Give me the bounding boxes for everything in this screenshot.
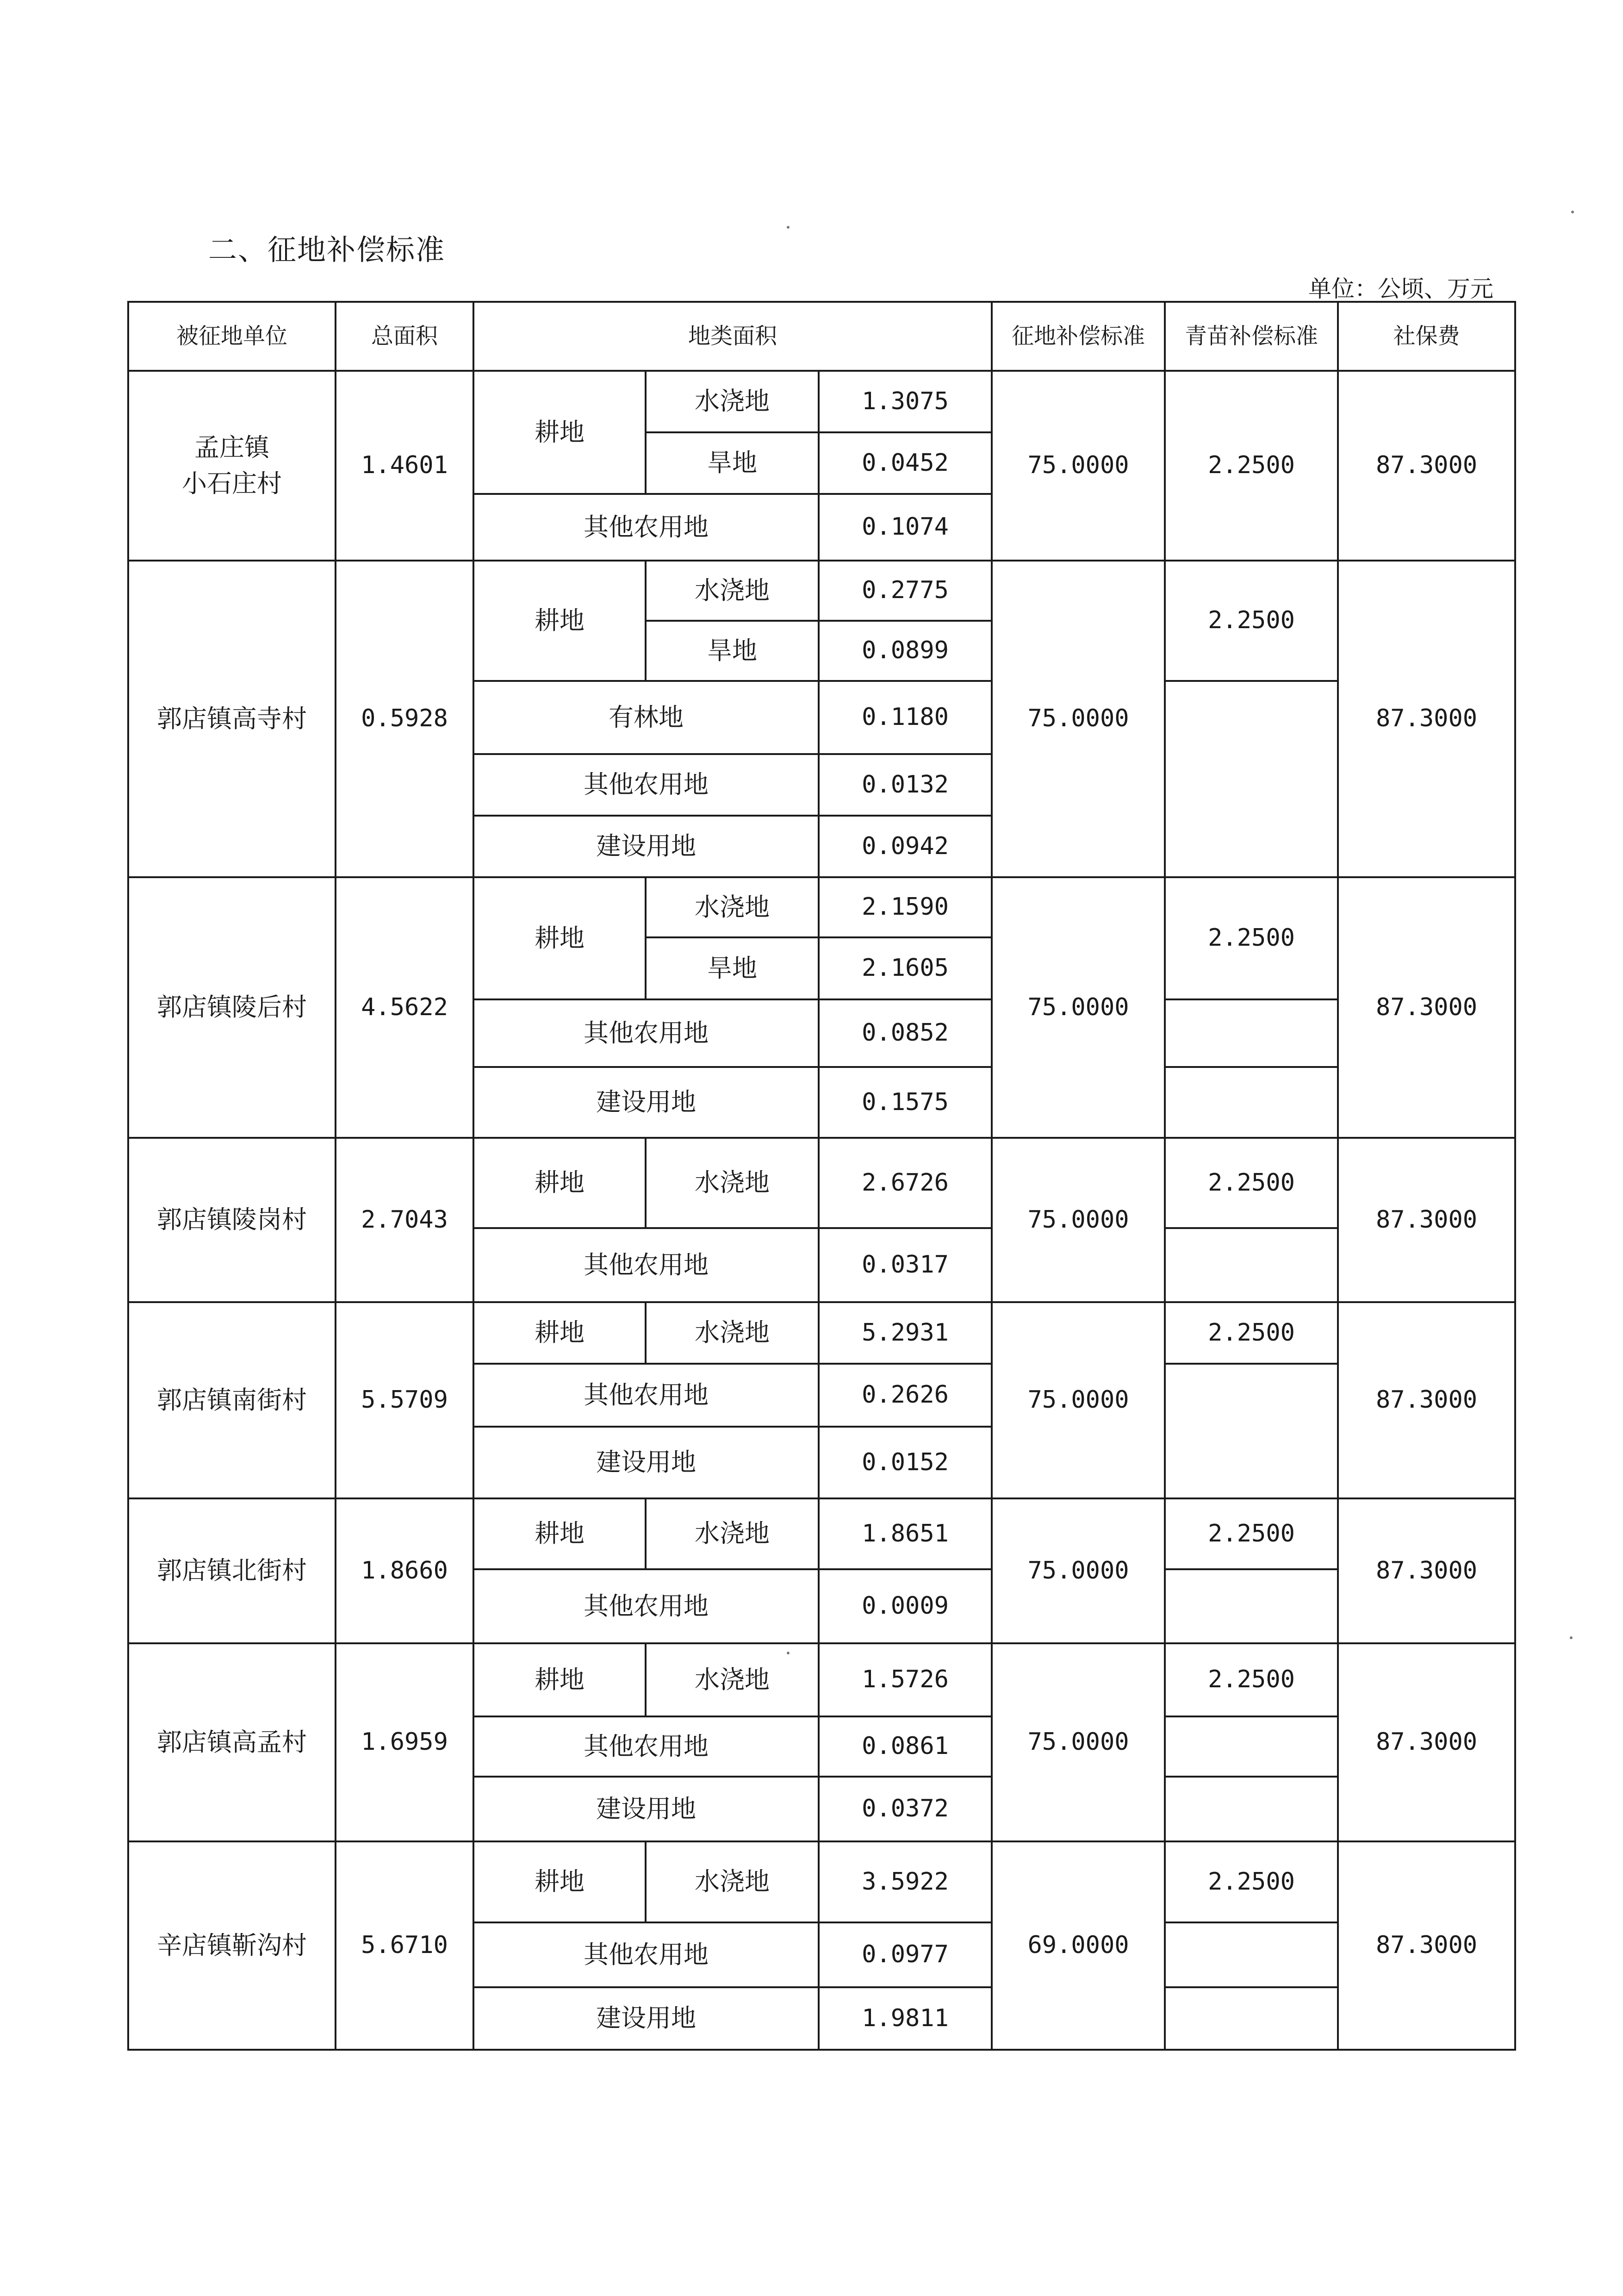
other-ag-area: 0.2626 — [819, 1364, 992, 1427]
forest-label: 有林地 — [473, 681, 819, 754]
irrigated-label: 水浇地 — [646, 1498, 819, 1569]
crop-comp-empty — [1165, 1922, 1338, 1987]
crop-comp-empty — [1165, 1364, 1338, 1498]
header-crop-comp: 青苗补偿标准 — [1165, 302, 1338, 371]
construction-area: 0.0942 — [819, 816, 992, 877]
irrigated-area: 0.2775 — [819, 561, 992, 621]
social-fee: 87.3000 — [1338, 1498, 1515, 1643]
table-row — [128, 1302, 1515, 1364]
crop-comp: 2.2500 — [1165, 1138, 1338, 1228]
crop-comp: 2.2500 — [1165, 1643, 1338, 1716]
other-ag-area: 0.0132 — [819, 754, 992, 816]
cultivated-label: 耕地 — [473, 1841, 646, 1922]
land-comp: 75.0000 — [992, 371, 1165, 561]
irrigated-area: 2.1590 — [819, 877, 992, 937]
crop-comp-empty — [1165, 1716, 1338, 1777]
other-ag-area: 0.1074 — [819, 494, 992, 561]
village-name: 郭店镇陵岗村 — [128, 1138, 336, 1302]
irrigated-area: 3.5922 — [819, 1841, 992, 1922]
village-name: 郭店镇高寺村 — [128, 561, 336, 877]
village-name: 郭店镇高孟村 — [128, 1643, 336, 1841]
other-ag-label: 其他农用地 — [473, 1228, 819, 1302]
other-ag-label: 其他农用地 — [473, 999, 819, 1067]
crop-comp: 2.2500 — [1165, 561, 1338, 681]
irrigated-label: 水浇地 — [646, 1841, 819, 1922]
irrigated-area: 5.2931 — [819, 1302, 992, 1364]
construction-label: 建设用地 — [473, 1777, 819, 1841]
other-ag-label: 其他农用地 — [473, 494, 819, 561]
dry-label: 旱地 — [646, 432, 819, 494]
total-area: 2.7043 — [336, 1138, 473, 1302]
social-fee: 87.3000 — [1338, 1643, 1515, 1841]
total-area: 1.8660 — [336, 1498, 473, 1643]
other-ag-area: 0.0317 — [819, 1228, 992, 1302]
header-land-type-area: 地类面积 — [473, 302, 992, 371]
social-fee: 87.3000 — [1338, 561, 1515, 877]
table-row — [128, 877, 1515, 937]
crop-comp: 2.2500 — [1165, 877, 1338, 999]
other-ag-label: 其他农用地 — [473, 1569, 819, 1643]
irrigated-area: 1.8651 — [819, 1498, 992, 1569]
cultivated-label: 耕地 — [473, 877, 646, 999]
crop-comp-empty — [1165, 1067, 1338, 1138]
scan-speck — [1570, 1636, 1573, 1639]
crop-comp-empty — [1165, 1569, 1338, 1643]
crop-comp-empty — [1165, 1228, 1338, 1302]
other-ag-label: 其他农用地 — [473, 754, 819, 816]
irrigated-label: 水浇地 — [646, 1302, 819, 1364]
dry-label: 旱地 — [646, 937, 819, 999]
other-ag-area: 0.0861 — [819, 1716, 992, 1777]
header-row — [128, 302, 1515, 371]
dry-label: 旱地 — [646, 621, 819, 681]
compensation-table — [127, 301, 1516, 2051]
village-name: 郭店镇陵后村 — [128, 877, 336, 1138]
cultivated-label: 耕地 — [473, 561, 646, 681]
other-ag-label: 其他农用地 — [473, 1922, 819, 1987]
construction-area: 0.0372 — [819, 1777, 992, 1841]
total-area: 1.6959 — [336, 1643, 473, 1841]
cultivated-label: 耕地 — [473, 371, 646, 494]
section-heading: 二、征地补偿标准 — [208, 233, 446, 267]
irrigated-label: 水浇地 — [646, 371, 819, 432]
social-fee: 87.3000 — [1338, 1302, 1515, 1498]
table-row — [128, 1498, 1515, 1569]
crop-comp: 2.2500 — [1165, 1302, 1338, 1364]
construction-label: 建设用地 — [473, 1067, 819, 1138]
irrigated-label: 水浇地 — [646, 1643, 819, 1716]
construction-area: 0.1575 — [819, 1067, 992, 1138]
total-area: 4.5622 — [336, 877, 473, 1138]
crop-comp: 2.2500 — [1165, 1841, 1338, 1922]
table-row — [128, 371, 1515, 432]
construction-label: 建设用地 — [473, 1427, 819, 1498]
village-name: 辛店镇靳沟村 — [128, 1841, 336, 2050]
header-social-fee: 社保费 — [1338, 302, 1515, 371]
total-area: 5.5709 — [336, 1302, 473, 1498]
header-unit-name: 被征地单位 — [128, 302, 336, 371]
header-land-comp: 征地补偿标准 — [992, 302, 1165, 371]
irrigated-area: 1.3075 — [819, 371, 992, 432]
crop-comp: 2.2500 — [1165, 1498, 1338, 1569]
irrigated-label: 水浇地 — [646, 877, 819, 937]
crop-comp-empty — [1165, 681, 1338, 877]
construction-label: 建设用地 — [473, 1987, 819, 2050]
construction-area: 0.0152 — [819, 1427, 992, 1498]
table-row — [128, 1138, 1515, 1228]
irrigated-area: 1.5726 — [819, 1643, 992, 1716]
dry-area: 2.1605 — [819, 937, 992, 999]
scan-speck — [1571, 211, 1574, 213]
other-ag-label: 其他农用地 — [473, 1716, 819, 1777]
social-fee: 87.3000 — [1338, 877, 1515, 1138]
crop-comp: 2.2500 — [1165, 371, 1338, 561]
construction-area: 1.9811 — [819, 1987, 992, 2050]
village-name: 郭店镇南街村 — [128, 1302, 336, 1498]
forest-area: 0.1180 — [819, 681, 992, 754]
irrigated-label: 水浇地 — [646, 561, 819, 621]
other-ag-area: 0.0009 — [819, 1569, 992, 1643]
crop-comp-empty — [1165, 999, 1338, 1067]
village-name: 孟庄镇 小石庄村 — [128, 371, 336, 561]
total-area: 0.5928 — [336, 561, 473, 877]
social-fee: 87.3000 — [1338, 1138, 1515, 1302]
header-total-area: 总面积 — [336, 302, 473, 371]
other-ag-label: 其他农用地 — [473, 1364, 819, 1427]
total-area: 5.6710 — [336, 1841, 473, 2050]
cultivated-label: 耕地 — [473, 1498, 646, 1569]
land-comp: 69.0000 — [992, 1841, 1165, 2050]
construction-label: 建设用地 — [473, 816, 819, 877]
irrigated-area: 2.6726 — [819, 1138, 992, 1228]
dry-area: 0.0899 — [819, 621, 992, 681]
land-comp: 75.0000 — [992, 1138, 1165, 1302]
unit-note: 单位：公顷、万元 — [1308, 275, 1493, 302]
table-row — [128, 561, 1515, 621]
crop-comp-empty — [1165, 1987, 1338, 2050]
cultivated-label: 耕地 — [473, 1138, 646, 1228]
table-row — [128, 1841, 1515, 1922]
cultivated-label: 耕地 — [473, 1302, 646, 1364]
social-fee: 87.3000 — [1338, 1841, 1515, 2050]
table-row — [128, 1643, 1515, 1716]
crop-comp-empty — [1165, 1777, 1338, 1841]
other-ag-area: 0.0977 — [819, 1922, 992, 1987]
land-comp: 75.0000 — [992, 877, 1165, 1138]
dry-area: 0.0452 — [819, 432, 992, 494]
irrigated-label: 水浇地 — [646, 1138, 819, 1228]
social-fee: 87.3000 — [1338, 371, 1515, 561]
land-comp: 75.0000 — [992, 1302, 1165, 1498]
cultivated-label: 耕地 — [473, 1643, 646, 1716]
land-comp: 75.0000 — [992, 1643, 1165, 1841]
village-name: 郭店镇北街村 — [128, 1498, 336, 1643]
other-ag-area: 0.0852 — [819, 999, 992, 1067]
land-comp: 75.0000 — [992, 1498, 1165, 1643]
land-comp: 75.0000 — [992, 561, 1165, 877]
total-area: 1.4601 — [336, 371, 473, 561]
scan-speck — [787, 1652, 790, 1654]
scan-speck — [787, 226, 790, 229]
